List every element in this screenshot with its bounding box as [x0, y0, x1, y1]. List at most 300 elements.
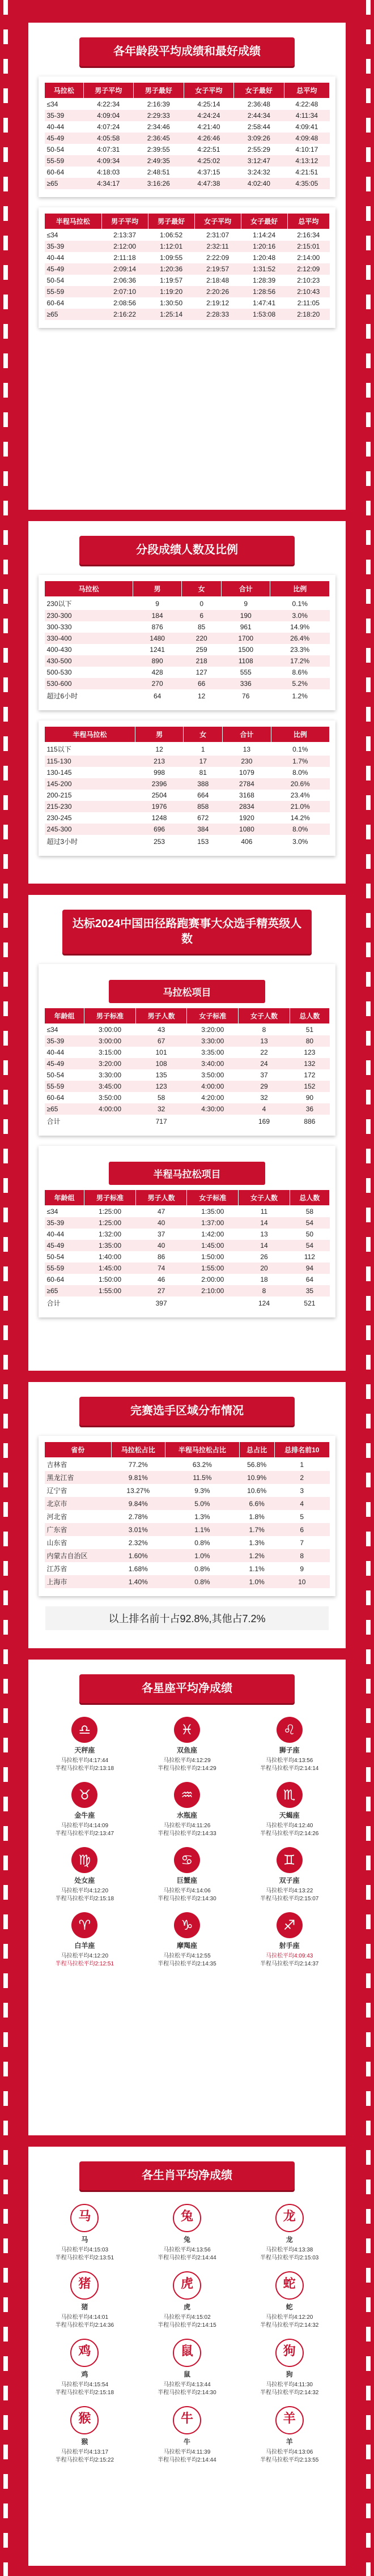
zodiac-grid [28, 1713, 346, 1981]
table-row [45, 644, 330, 655]
table-cell: 1 [201, 745, 205, 753]
table-cell: 1.0% [165, 1549, 240, 1562]
table-cell: 14 [239, 1217, 290, 1229]
table-cell: 94 [290, 1263, 329, 1274]
table-cell: 1.2% [292, 692, 308, 700]
table-cell: 2:07:10 [101, 286, 148, 297]
column-header: 男子最好 [134, 83, 184, 99]
table-cell: 5.2% [270, 678, 330, 689]
table-cell: 55-59 [45, 1081, 84, 1092]
table-cell: 35-39 [45, 110, 84, 121]
table-cell: 3.0% [270, 610, 330, 621]
table-row [45, 1024, 330, 1036]
table-cell: 1:50:00 [98, 1276, 121, 1283]
half-standard-table [44, 1189, 330, 1310]
card-name: 牛 [183, 2438, 190, 2446]
goat-icon: 羊 [275, 2406, 304, 2434]
table-cell: 4:24:24 [184, 110, 234, 121]
table-row [45, 275, 330, 286]
card-name: 双子座 [279, 1876, 300, 1884]
table-cell: 2:11:18 [113, 254, 136, 262]
table-cell: 2:08:56 [113, 299, 137, 307]
table-cell: 12 [155, 745, 163, 753]
table-row [45, 1047, 330, 1058]
table-cell: 54 [290, 1217, 329, 1229]
column-header: 年龄组 [45, 1008, 84, 1024]
table-row [45, 1103, 330, 1115]
table-cell: 合计 [46, 1118, 61, 1125]
table-header-row [45, 1008, 330, 1024]
table-cell: 2:31:07 [206, 231, 230, 239]
card-name: 鸡 [81, 2370, 88, 2378]
table-cell: 4:34:17 [83, 178, 134, 189]
table-row [45, 835, 330, 848]
table-cell: 46 [157, 1276, 165, 1283]
region-summary: 以上排名前十占92.8%,其他占7.2% [45, 1606, 329, 1630]
table-cell: 40 [135, 1217, 187, 1229]
marathon-age-table-card [39, 76, 335, 197]
card-name: 金牛座 [74, 1811, 95, 1819]
table-cell: 45-49 [45, 133, 84, 144]
table-cell: 4:47:38 [184, 178, 234, 189]
table-cell: 74 [135, 1263, 187, 1274]
table-header-row [45, 581, 330, 597]
table-cell: 1:42:00 [201, 1230, 224, 1238]
table-cell: 40-44 [46, 1048, 65, 1056]
column-header: 半程马拉松 [45, 214, 102, 229]
table-cell [187, 1296, 239, 1310]
table-cell: 1.0% [239, 1575, 274, 1588]
table-cell: 3:50:00 [98, 1094, 121, 1102]
table-cell: 1.8% [249, 1512, 265, 1521]
column-header: 马拉松 [45, 581, 133, 597]
table-cell: 90 [305, 1094, 314, 1102]
table-cell: 521 [304, 1299, 316, 1307]
marathon-average: 马拉松平均4:12:40 [265, 1823, 313, 1829]
card-name: 羊 [286, 2438, 293, 2446]
table-cell: 3 [300, 1486, 304, 1495]
table-row [45, 1285, 330, 1296]
marathon-average: 马拉松平均4:13:17 [61, 2449, 109, 2455]
section-title: 分段成绩人数及比例 [79, 536, 295, 565]
marathon-average: 马拉松平均4:14:09 [61, 1823, 109, 1829]
column-header: 男子最好 [148, 214, 194, 229]
stat-card [139, 2339, 236, 2397]
table-cell: 9 [244, 599, 248, 608]
table-row [45, 655, 330, 667]
marathon-band-table-card [39, 575, 335, 710]
half-average: 半程马拉松平均2:15:18 [55, 2390, 114, 2396]
table-cell: 4:02:40 [234, 178, 284, 189]
table-cell: 2:36:48 [247, 100, 270, 108]
table-cell: 37 [157, 1230, 165, 1238]
table-row [45, 1229, 330, 1240]
section-title: 达标2024中国田径路跑赛事大众选手精英级人数 [62, 910, 312, 954]
table-cell: 23.4% [290, 791, 310, 799]
table-cell: 1108 [222, 655, 270, 667]
marathon-average: 马拉松平均4:13:56 [265, 1758, 313, 1764]
table-cell: 0.8% [194, 1538, 210, 1547]
table-cell: 876 [151, 623, 163, 631]
table-cell: 2:11:05 [297, 299, 320, 307]
half-average: 半程马拉松平均2:15:03 [260, 2255, 319, 2261]
table-cell: 530-600 [45, 678, 133, 689]
stat-card [139, 2406, 236, 2464]
column-header: 女子最好 [234, 83, 284, 99]
table-row [45, 1510, 330, 1523]
table-cell: 4:00:00 [187, 1081, 239, 1092]
table-cell: 1:35:00 [84, 1240, 136, 1251]
table-cell: 4:05:58 [83, 133, 134, 144]
stat-card [139, 1912, 236, 1968]
table-cell: 123 [304, 1048, 316, 1056]
table-cell: 336 [222, 678, 270, 689]
table-cell: ≥65 [45, 309, 102, 320]
table-cell: 400-430 [46, 646, 72, 654]
table-cell: 40 [135, 1240, 187, 1251]
table-cell: 2:10:43 [287, 286, 329, 297]
table-cell: 1:45:00 [84, 1263, 136, 1274]
table-cell: 4 [274, 1497, 329, 1510]
card-name: 虎 [183, 2303, 190, 2311]
table-cell: 1.1% [249, 1564, 265, 1573]
table-cell: 32 [135, 1103, 187, 1115]
half-average: 半程马拉松平均2:14:44 [158, 2457, 216, 2463]
column-header: 总占比 [239, 1442, 274, 1458]
column-header: 男 [133, 581, 181, 597]
half-average: 半程马拉松平均2:14:26 [260, 1831, 319, 1837]
table-cell: 1:14:24 [253, 231, 276, 239]
table-row [45, 144, 330, 155]
marathon-average: 马拉松平均4:12:55 [163, 1953, 211, 1959]
stat-card [241, 2339, 338, 2397]
table-cell: 3:15:00 [98, 1048, 121, 1056]
stat-card [241, 1912, 338, 1968]
table-cell: 1.60% [111, 1549, 165, 1562]
table-cell: 4:13:12 [284, 155, 329, 167]
column-header: 男子标准 [84, 1190, 136, 1206]
snake-icon: 蛇 [275, 2271, 304, 2300]
ox-icon: 牛 [173, 2406, 201, 2434]
table-cell: 26 [260, 1253, 268, 1261]
half-age-table [44, 213, 330, 320]
column-header: 女子平均 [184, 83, 234, 99]
pisces-icon: ♓ [174, 1717, 200, 1743]
column-header: 马拉松占比 [111, 1442, 165, 1458]
table-row [45, 790, 330, 801]
column-header: 男 [135, 727, 183, 743]
film-strip-right [354, 0, 371, 2576]
horse-icon: 马 [70, 2204, 99, 2232]
table-cell: 2:20:26 [194, 286, 241, 297]
table-cell: 1:37:00 [187, 1217, 239, 1229]
table-cell: 2:18:48 [206, 276, 230, 284]
table-cell: 3:30:00 [187, 1035, 239, 1047]
table-cell: 10.6% [247, 1486, 267, 1495]
half-average: 半程马拉松平均2:12:51 [55, 1961, 114, 1967]
table-cell: 230以下 [46, 600, 72, 608]
aquarius-icon: ♒ [174, 1782, 200, 1808]
table-row [45, 812, 330, 824]
table-row [45, 597, 330, 611]
table-cell: 230 [223, 756, 271, 767]
table-cell: 2:44:34 [234, 110, 284, 121]
table-cell: ≥65 [45, 1103, 84, 1115]
table-cell: 35-39 [45, 1217, 84, 1229]
card-name: 蛇 [286, 2303, 293, 2311]
stat-card [36, 2271, 133, 2330]
half-average: 半程马拉松平均2:14:30 [158, 1896, 216, 1902]
stat-card [139, 1782, 236, 1838]
table-cell: 2:12:00 [101, 241, 148, 252]
stat-card [36, 2204, 133, 2262]
table-row [45, 1251, 330, 1263]
table-cell: 6.6% [239, 1497, 274, 1510]
scorpio-icon: ♏ [277, 1782, 303, 1808]
table-cell: 54 [290, 1240, 329, 1251]
stat-card [241, 1847, 338, 1903]
half-average: 半程马拉松平均2:13:47 [55, 1831, 114, 1837]
card-name: 狗 [286, 2370, 293, 2378]
leo-icon: ♌ [277, 1717, 303, 1743]
table-row [45, 1562, 330, 1575]
table-cell: 85 [198, 623, 206, 631]
marathon-average: 马拉松平均4:13:22 [265, 1888, 313, 1894]
table-row [45, 1058, 330, 1069]
table-cell: 1:35:00 [201, 1208, 224, 1216]
table-cell: 890 [133, 655, 181, 667]
table-cell: 123 [135, 1081, 187, 1092]
table-cell: 4:35:05 [284, 178, 329, 189]
table-cell: 4:22:48 [295, 100, 318, 108]
tiger-icon: 虎 [173, 2271, 201, 2300]
table-cell: 27 [135, 1285, 187, 1296]
table-cell: 8.0% [292, 769, 308, 777]
column-header: 男子平均 [83, 83, 134, 99]
marathon-average: 马拉松平均4:14:06 [163, 1888, 211, 1894]
stat-card [36, 1782, 133, 1838]
table-cell: 2504 [151, 791, 167, 799]
table-cell: 50 [305, 1230, 314, 1238]
table-cell: 2:06:36 [113, 276, 137, 284]
table-cell: 2:13:37 [113, 231, 137, 239]
table-cell: 130-145 [46, 769, 72, 777]
card-name: 狮子座 [279, 1746, 300, 1754]
table-cell: 35-39 [45, 1035, 84, 1047]
region-table-card [39, 1436, 335, 1596]
section-regions [28, 1382, 346, 1648]
card-name: 马 [81, 2236, 88, 2244]
table-cell: 3:00:00 [84, 1035, 136, 1047]
table-cell: 664 [197, 791, 209, 799]
column-header: 合计 [223, 727, 271, 743]
column-header: 半程马拉松占比 [165, 1442, 240, 1458]
virgo-icon: ♍ [71, 1847, 97, 1873]
table-cell: 300-330 [46, 623, 72, 631]
table-cell: 1700 [222, 633, 270, 644]
stat-card [241, 1782, 338, 1838]
table-cell: 0.8% [165, 1575, 240, 1588]
region-table [44, 1441, 330, 1588]
section-title: 完赛选手区域分布情况 [79, 1397, 295, 1426]
table-cell: 115-130 [45, 756, 135, 767]
table-cell: 1:28:56 [241, 286, 287, 297]
table-cell: 9 [155, 599, 159, 608]
table-cell: 14.9% [290, 623, 310, 631]
table-cell: 45-49 [45, 263, 102, 275]
half-average: 半程马拉松平均2:14:30 [158, 2390, 216, 2396]
card-name: 水瓶座 [176, 1811, 197, 1819]
table-cell: 230-245 [46, 814, 72, 822]
table-cell: 2:18:20 [287, 309, 329, 320]
card-name: 摩羯座 [176, 1942, 197, 1950]
table-cell: 1:20:36 [148, 263, 194, 275]
table-cell: 67 [135, 1035, 187, 1047]
table-cell: 2396 [135, 778, 183, 790]
marathon-average: 马拉松平均4:12:20 [61, 1888, 109, 1894]
table-cell: 145-200 [45, 778, 135, 790]
table-cell: 77.2% [128, 1460, 148, 1469]
table-cell: 1.2% [239, 1549, 274, 1562]
table-row [45, 1296, 330, 1310]
table-cell: 1:20:16 [241, 241, 287, 252]
table-cell: 127 [196, 668, 207, 676]
table-header-row [45, 214, 330, 229]
marathon-age-table [44, 82, 330, 189]
table-cell: 18 [260, 1276, 268, 1283]
table-row [45, 1274, 330, 1285]
section-elite-standard [28, 895, 346, 1371]
stat-card [241, 1717, 338, 1773]
gemini-icon: ♊ [277, 1847, 303, 1873]
table-cell: 2:55:29 [247, 146, 270, 153]
card-title: 马拉松项目 [109, 980, 265, 1003]
table-cell: 2:58:44 [247, 123, 270, 131]
table-cell: 35-39 [45, 241, 102, 252]
capricorn-icon: ♑ [174, 1912, 200, 1938]
table-cell: 1:55:00 [84, 1285, 136, 1296]
table-cell: 169 [258, 1117, 270, 1125]
table-cell: 3:16:26 [134, 178, 184, 189]
table-cell: ≤34 [46, 100, 58, 108]
column-header: 男子标准 [84, 1008, 136, 1024]
half-average: 半程马拉松平均2:13:55 [260, 2457, 319, 2463]
table-cell: 1:31:52 [241, 263, 287, 275]
half-average: 半程马拉松平均2:14:15 [158, 2322, 216, 2328]
half-average: 半程马拉松平均2:13:51 [55, 2255, 114, 2261]
table-cell: 4:21:40 [197, 123, 220, 131]
table-cell: 500-530 [46, 668, 72, 676]
table-row [45, 1115, 330, 1128]
cancer-icon: ♋ [174, 1847, 200, 1873]
stat-card [241, 2271, 338, 2330]
table-cell: 184 [133, 610, 181, 621]
table-cell: 6 [274, 1523, 329, 1536]
marathon-average: 马拉松平均4:12:29 [163, 1758, 211, 1764]
table-cell: 388 [184, 778, 223, 790]
table-cell: 1241 [150, 646, 165, 654]
table-header-row [45, 727, 330, 743]
table-cell: 3.01% [111, 1523, 165, 1536]
table-cell: ≥65 [45, 1285, 84, 1296]
table-cell: 886 [304, 1117, 316, 1125]
marathon-average: 马拉松平均4:11:39 [163, 2449, 211, 2455]
column-header: 总平均 [284, 83, 329, 99]
half-average: 半程马拉松平均2:13:18 [55, 1765, 114, 1772]
table-cell: 135 [155, 1071, 167, 1079]
table-cell: 2:48:51 [147, 168, 170, 176]
card-name: 猴 [81, 2438, 88, 2446]
column-header: 女子最好 [241, 214, 287, 229]
table-cell: 1.3% [194, 1512, 210, 1521]
table-cell: 112 [304, 1253, 315, 1261]
table-cell: 1:25:00 [84, 1217, 136, 1229]
table-cell: 1:12:01 [148, 241, 194, 252]
table-cell: 吉林省 [46, 1461, 67, 1469]
table-cell: 60-64 [46, 1094, 65, 1102]
table-cell: 153 [197, 837, 209, 846]
table-cell: 8 [262, 1026, 266, 1034]
table-cell: 17 [184, 756, 223, 767]
table-cell: 50-54 [46, 146, 65, 153]
table-row [45, 767, 330, 778]
section-zodiac [28, 1660, 346, 2135]
table-cell: 20.6% [271, 778, 329, 790]
table-cell: 1:45:00 [187, 1240, 239, 1251]
table-cell: 40-44 [46, 254, 65, 262]
half-average: 半程马拉松平均2:15:07 [260, 1896, 319, 1902]
card-name: 天秤座 [74, 1746, 95, 1754]
table-row [45, 263, 330, 275]
stat-card [241, 2204, 338, 2262]
table-cell: 213 [135, 756, 183, 767]
column-header: 女子平均 [194, 214, 241, 229]
table-cell: 555 [240, 668, 252, 676]
table-row [45, 229, 330, 241]
marathon-average: 马拉松平均4:11:30 [266, 2382, 313, 2388]
table-cell: 696 [135, 824, 183, 835]
dog-icon: 狗 [275, 2339, 304, 2367]
table-row [45, 1206, 330, 1218]
table-cell: 0.8% [194, 1564, 210, 1573]
table-cell: 4:22:34 [97, 100, 120, 108]
table-cell: 黑龙江省 [45, 1471, 112, 1484]
table-cell: 108 [135, 1058, 187, 1069]
column-header: 合计 [222, 581, 270, 597]
stat-card [139, 1717, 236, 1773]
table-cell: 330-400 [45, 633, 133, 644]
half-band-table-card [39, 720, 335, 856]
table-cell: 270 [133, 678, 181, 689]
table-cell: 253 [154, 837, 165, 846]
table-cell: 1:30:50 [160, 299, 183, 307]
table-cell: 4:00:00 [84, 1103, 136, 1115]
table-cell: 76 [242, 692, 250, 700]
dragon-icon: 龙 [275, 2204, 304, 2232]
table-cell: 21.0% [271, 801, 329, 812]
table-cell: 1920 [239, 814, 254, 822]
table-cell: 3:20:00 [201, 1026, 224, 1034]
table-cell: 190 [222, 610, 270, 621]
table-cell: 51 [305, 1026, 314, 1034]
table-row [45, 241, 330, 252]
card-name: 兔 [183, 2236, 190, 2244]
table-cell: 江苏省 [46, 1565, 67, 1573]
table-cell: 4:21:51 [295, 168, 318, 176]
table-cell: 81 [199, 769, 207, 777]
table-cell: 43 [157, 1026, 165, 1034]
stat-card [36, 1912, 133, 1968]
